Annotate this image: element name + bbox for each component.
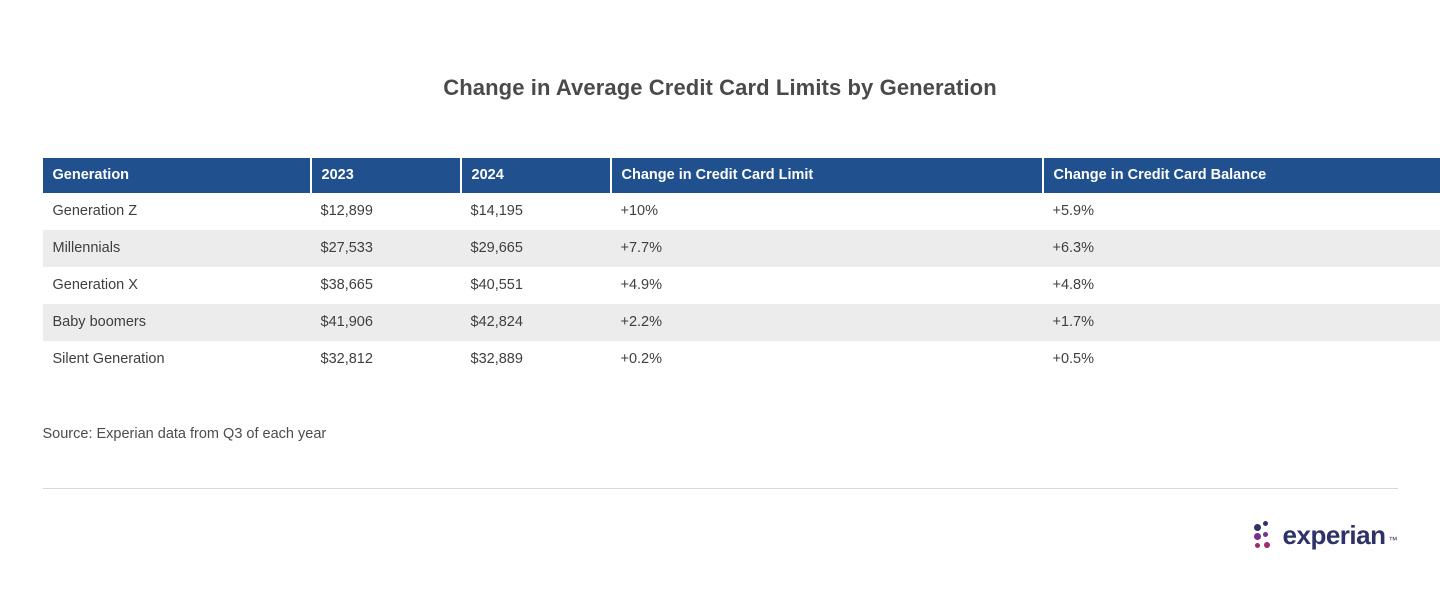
cell-generation: Baby boomers [43, 304, 311, 341]
experian-logo [1254, 521, 1398, 549]
cell-2024: $42,824 [461, 304, 611, 341]
trademark-symbol: ™ [1388, 535, 1398, 545]
cell-generation: Silent Generation [52, 351, 165, 367]
column-header-2024: 2024 [461, 158, 611, 193]
column-header-change-balance: Change in Credit Card Balance [1043, 158, 1440, 193]
cell-generation: Generation Z [52, 203, 138, 219]
table-header-row [43, 158, 1440, 193]
cell-2023: $32,812 [320, 351, 373, 367]
table-body [43, 193, 1440, 378]
experian-wordmark: experian [1282, 520, 1386, 550]
column-header-2023: 2023 [311, 158, 461, 193]
cell-2023: $38,665 [320, 277, 373, 293]
cell-2024: $40,551 [470, 277, 523, 293]
cell-2024: $29,665 [461, 230, 611, 267]
page-title: Change in Average Credit Card Limits by Generation [443, 75, 997, 100]
table-row [43, 230, 1440, 267]
cell-2023: $12,899 [320, 203, 373, 219]
experian-logo-mark-icon [1254, 521, 1280, 549]
cell-change-balance: +1.7% [1043, 304, 1440, 341]
cell-change-balance: +5.9% [1052, 203, 1095, 219]
cell-change-balance: +0.5% [1052, 351, 1095, 367]
table-row [43, 267, 1440, 304]
data-table-container [43, 101, 1398, 378]
table-header [43, 158, 1440, 193]
cell-change-balance: +6.3% [1043, 230, 1440, 267]
table-row [43, 304, 1440, 341]
cell-change-balance: +4.8% [1052, 277, 1095, 293]
cell-change-limit: +10% [620, 203, 658, 219]
cell-2023: $27,533 [311, 230, 461, 267]
cell-generation: Generation X [52, 277, 138, 293]
cell-change-limit: +2.2% [611, 304, 1043, 341]
cell-change-limit: +4.9% [620, 277, 663, 293]
source-note: Source: Experian data from Q3 of each year [42, 426, 327, 442]
cell-generation: Millennials [43, 230, 311, 267]
credit-limit-table [43, 158, 1440, 378]
cell-2023: $41,906 [311, 304, 461, 341]
column-header-change-limit: Change in Credit Card Limit [611, 158, 1043, 193]
cell-2024: $14,195 [470, 203, 523, 219]
cell-change-limit: +0.2% [620, 351, 663, 367]
column-header-generation: Generation [43, 158, 311, 193]
footer [43, 489, 1398, 549]
cell-change-limit: +7.7% [611, 230, 1043, 267]
table-row [43, 341, 1440, 378]
table-row [43, 193, 1440, 230]
cell-2024: $32,889 [470, 351, 523, 367]
